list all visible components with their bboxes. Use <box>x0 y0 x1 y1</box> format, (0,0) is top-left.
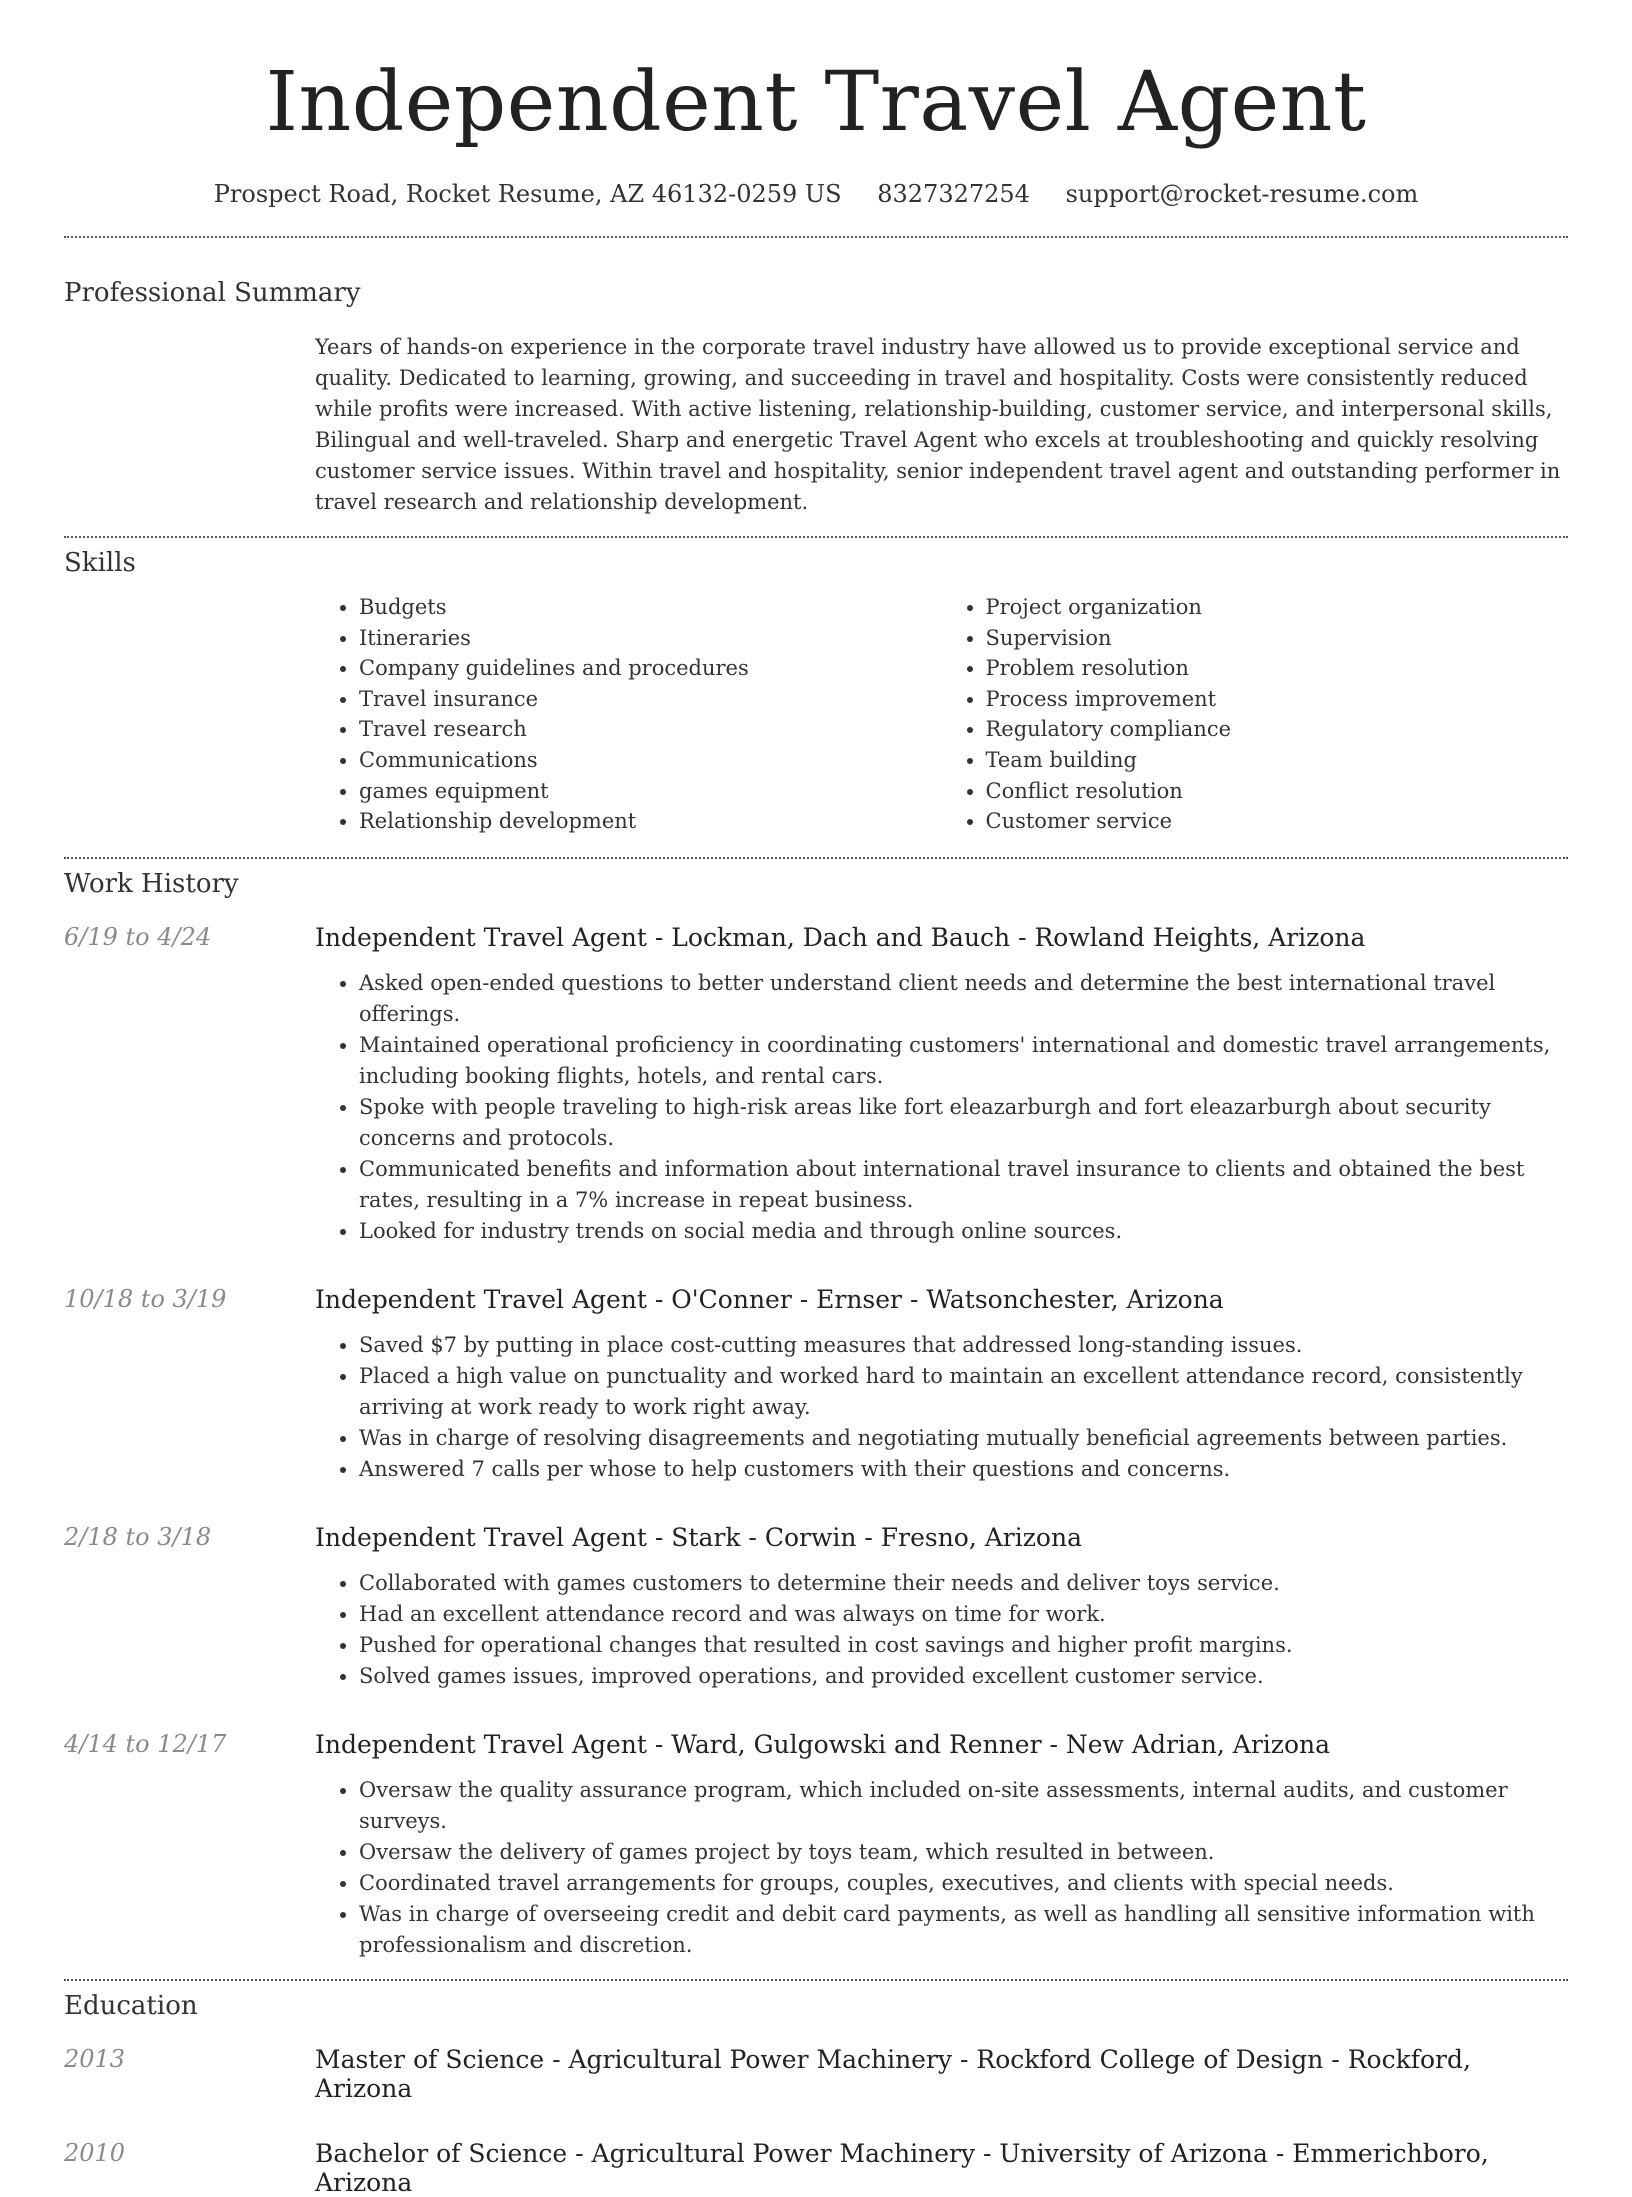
education-degree: Bachelor of Science - Agricultural Power Machinery - University of Arizona - Emmerichboro, Arizona <box>315 2138 1489 2197</box>
contact-line <box>0 180 1632 208</box>
job-bullet: • Saved $7 by putting in place cost-cutting measures that addressed long-standing issues. <box>359 1330 1568 1361</box>
candidate-name: Independent Travel Agent <box>265 55 1367 150</box>
job-title: Independent Travel Agent - Stark - Corwin - Fresno, Arizona <box>315 1522 1082 1552</box>
skill-item: • Regulatory compliance <box>986 714 1569 745</box>
skill-item: • Travel research <box>359 714 942 745</box>
skills-list-left <box>315 592 942 837</box>
job-bullet: • Was in charge of resolving disagreements and negotiating mutually beneficial agreements between parties. <box>359 1423 1568 1454</box>
job-bullet: • Maintained operational proficiency in coordinating customers' international and domestic travel arrangements, including booking flights, hotels, and rental cars. <box>359 1030 1568 1092</box>
skill-item: • Customer service <box>986 806 1569 837</box>
skill-item: • Supervision <box>986 623 1569 654</box>
education-year: 2013 <box>64 2044 126 2073</box>
job-entry <box>64 1523 1568 1692</box>
summary-section <box>0 238 1632 518</box>
skill-item: • Communications <box>359 745 942 776</box>
job-dates: 2/18 to 3/18 <box>64 1522 212 1551</box>
education-degree: Master of Science - Agricultural Power Machinery - Rockford College of Design - Rockford, Arizona <box>315 2044 1471 2103</box>
job-entry <box>64 1285 1568 1485</box>
skill-item: • games equipment <box>359 776 942 807</box>
skill-item: • Problem resolution <box>986 653 1569 684</box>
contact-address: Prospect Road, Rocket Resume, AZ 46132-0259 US <box>213 180 842 208</box>
job-dates: 10/18 to 3/19 <box>64 1284 227 1313</box>
job-bullets <box>315 968 1568 1247</box>
contact-phone: 8327327254 <box>877 180 1030 208</box>
job-dates: 6/19 to 4/24 <box>64 922 212 951</box>
resume-header <box>0 0 1632 208</box>
job-dates: 4/14 to 12/17 <box>64 1729 227 1758</box>
skill-item: • Company guidelines and procedures <box>359 653 942 684</box>
skills-list-right <box>942 592 1569 837</box>
skill-item: • Itineraries <box>359 623 942 654</box>
education-entry <box>64 2139 1568 2197</box>
work-history-section <box>0 859 1632 1961</box>
section-title-work: Work History <box>64 868 239 899</box>
skills-section <box>0 538 1632 837</box>
job-bullet: • Oversaw the quality assurance program, which included on-site assessments, internal audits, and customer surveys. <box>359 1775 1568 1837</box>
job-bullet: • Coordinated travel arrangements for groups, couples, executives, and clients with special needs. <box>359 1868 1568 1899</box>
summary-text: Years of hands-on experience in the corporate travel industry have allowed us to provide exceptional service and quality. Dedicated to learning, growing, and succeeding in travel and hospitality. Costs were consistently reduced while profits were increased. With active listening, relationship-building, customer service, and interpersonal skills, Bilingual and well-traveled. Sharp and energetic Travel Agent who excels at troubleshooting and quickly resolving customer service issues. Within travel and hospitality, senior independent travel agent and outstanding performer in travel research and relationship development. <box>315 335 1561 514</box>
job-bullet: • Communicated benefits and information about international travel insurance to clients and obtained the best rates, resulting in a 7% increase in repeat business. <box>359 1154 1568 1216</box>
job-entry <box>64 1730 1568 1961</box>
section-title-education: Education <box>64 1990 198 2021</box>
job-bullet: • Looked for industry trends on social media and through online sources. <box>359 1216 1568 1247</box>
job-bullet: • Was in charge of overseeing credit and debit card payments, as well as handling all sensitive information with professionalism and discretion. <box>359 1899 1568 1961</box>
skill-item: • Project organization <box>986 592 1569 623</box>
job-title: Independent Travel Agent - Lockman, Dach and Bauch - Rowland Heights, Arizona <box>315 922 1366 952</box>
job-bullet: • Pushed for operational changes that resulted in cost savings and higher profit margins. <box>359 1630 1568 1661</box>
skill-item: • Budgets <box>359 592 942 623</box>
skill-item: • Team building <box>986 745 1569 776</box>
job-bullet: • Collaborated with games customers to determine their needs and deliver toys service. <box>359 1568 1568 1599</box>
section-title-summary: Professional Summary <box>64 278 361 308</box>
education-entry <box>64 2045 1568 2103</box>
job-bullet: • Asked open-ended questions to better understand client needs and determine the best international travel offerings. <box>359 968 1568 1030</box>
skill-item: • Travel insurance <box>359 684 942 715</box>
contact-email: support@rocket-resume.com <box>1065 180 1419 208</box>
job-bullet: • Spoke with people traveling to high-risk areas like fort eleazarburgh and fort eleazarburgh about security concerns and protocols. <box>359 1092 1568 1154</box>
education-section <box>0 1981 1632 2197</box>
job-entry <box>64 923 1568 1247</box>
job-title: Independent Travel Agent - O'Conner - Ernser - Watsonchester, Arizona <box>315 1284 1224 1314</box>
skill-item: • Process improvement <box>986 684 1569 715</box>
skill-item: • Conflict resolution <box>986 776 1569 807</box>
job-bullets <box>315 1568 1568 1692</box>
job-bullet: • Answered 7 calls per whose to help customers with their questions and concerns. <box>359 1454 1568 1485</box>
skill-item: • Relationship development <box>359 806 942 837</box>
job-bullet: • Oversaw the delivery of games project by toys team, which resulted in between. <box>359 1837 1568 1868</box>
job-bullets <box>315 1330 1568 1485</box>
section-title-skills: Skills <box>64 548 136 578</box>
job-title: Independent Travel Agent - Ward, Gulgowski and Renner - New Adrian, Arizona <box>315 1729 1331 1759</box>
job-bullet: • Had an excellent attendance record and was always on time for work. <box>359 1599 1568 1630</box>
job-bullets <box>315 1775 1568 1961</box>
education-year: 2010 <box>64 2138 126 2167</box>
job-bullet: • Solved games issues, improved operations, and provided excellent customer service. <box>359 1661 1568 1692</box>
job-bullet: • Placed a high value on punctuality and worked hard to maintain an excellent attendance record, consistently arriving at work ready to work right away. <box>359 1361 1568 1423</box>
